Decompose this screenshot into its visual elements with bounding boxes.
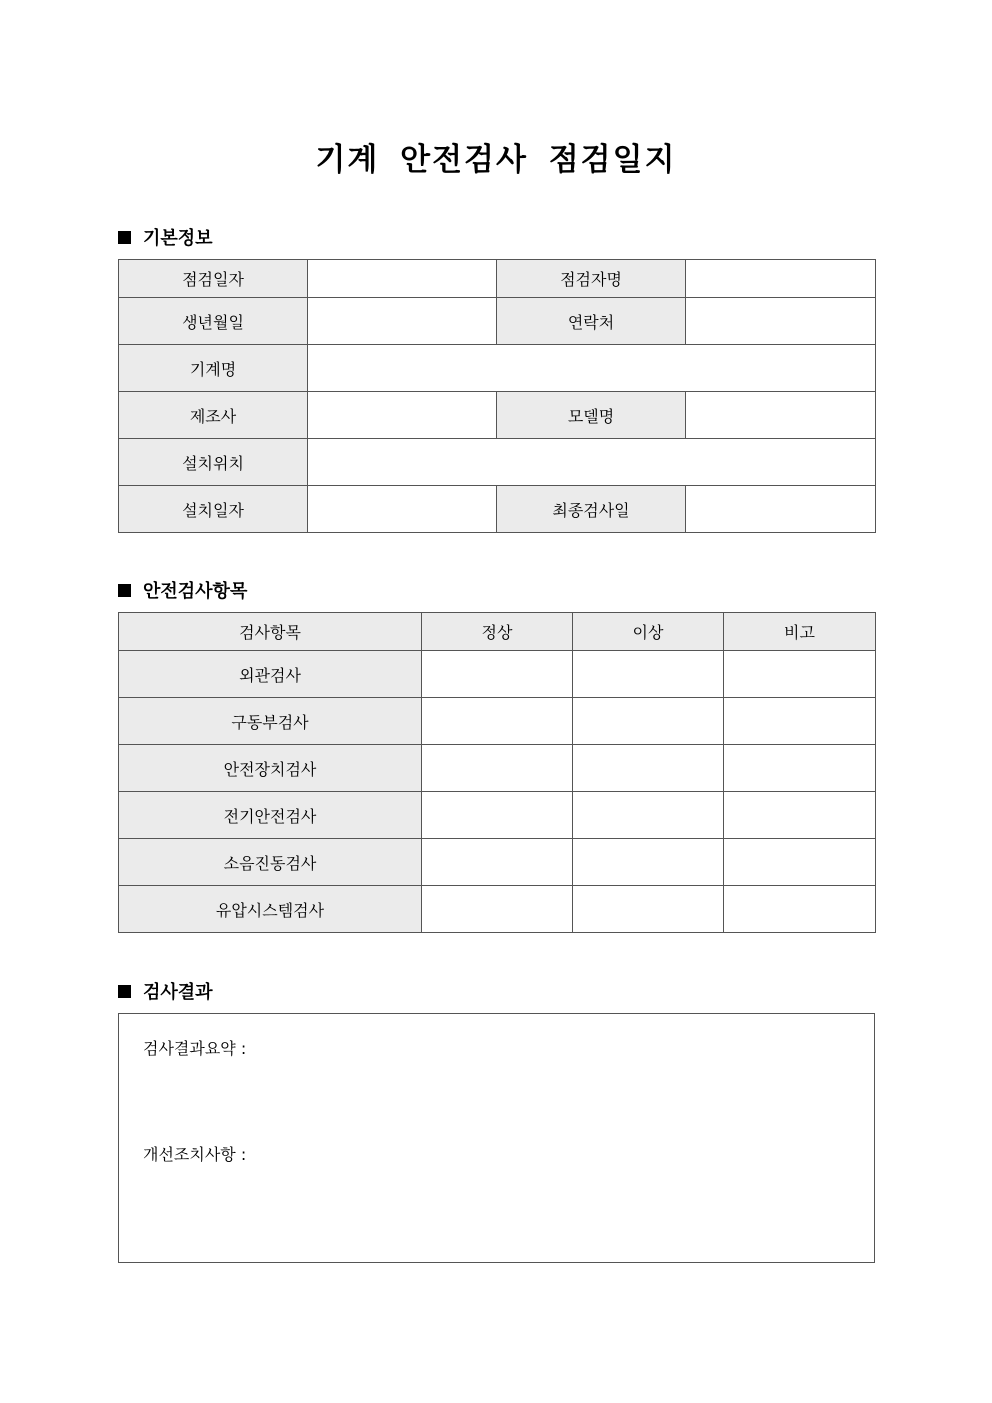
inspection-table: [118, 612, 876, 933]
birth-date-field[interactable]: [308, 298, 497, 345]
machine-name-field[interactable]: [308, 345, 876, 392]
install-date-field[interactable]: [308, 486, 497, 533]
table-row: [119, 886, 876, 933]
normal-cell[interactable]: [422, 792, 573, 839]
table-row: [119, 345, 876, 392]
square-bullet-icon: [118, 231, 131, 244]
result-summary-label: 검사결과요약 :: [143, 1039, 247, 1058]
section-heading-label: 기본정보: [143, 228, 213, 249]
table-row: [119, 698, 876, 745]
section-heading-label: 안전검사항목: [143, 581, 248, 602]
abnormal-cell[interactable]: [573, 886, 724, 933]
inspector-name-field[interactable]: [686, 260, 876, 298]
field-label: 점검자명: [497, 260, 686, 298]
square-bullet-icon: [118, 584, 131, 597]
last-inspection-date-field[interactable]: [686, 486, 876, 533]
abnormal-cell[interactable]: [573, 792, 724, 839]
model-name-field[interactable]: [686, 392, 876, 439]
item-label: 전기안전검사: [119, 792, 422, 839]
result-box[interactable]: [118, 1013, 875, 1263]
improvement-action-line: [143, 1142, 246, 1165]
abnormal-cell[interactable]: [573, 839, 724, 886]
table-row: [119, 260, 876, 298]
normal-cell[interactable]: [422, 698, 573, 745]
abnormal-cell[interactable]: [573, 745, 724, 792]
table-row: [119, 792, 876, 839]
normal-cell[interactable]: [422, 651, 573, 698]
field-label: 최종검사일: [497, 486, 686, 533]
section-heading-label: 검사결과: [143, 982, 213, 1003]
field-label: 연락처: [497, 298, 686, 345]
column-header: 이상: [573, 613, 724, 651]
abnormal-cell[interactable]: [573, 651, 724, 698]
column-header: 검사항목: [119, 613, 422, 651]
item-label: 안전장치검사: [119, 745, 422, 792]
note-cell[interactable]: [724, 745, 876, 792]
improvement-action-label: 개선조치사항 :: [143, 1145, 247, 1164]
field-label: 제조사: [119, 392, 308, 439]
field-label: 설치위치: [119, 439, 308, 486]
note-cell[interactable]: [724, 651, 876, 698]
item-label: 유압시스템검사: [119, 886, 422, 933]
result-summary-line: [143, 1036, 246, 1059]
table-row: [119, 392, 876, 439]
normal-cell[interactable]: [422, 745, 573, 792]
field-label: 설치일자: [119, 486, 308, 533]
install-location-field[interactable]: [308, 439, 876, 486]
field-label: 기계명: [119, 345, 308, 392]
field-label: 모델명: [497, 392, 686, 439]
section-heading-basic-info: [118, 224, 213, 250]
manufacturer-field[interactable]: [308, 392, 497, 439]
table-row: [119, 839, 876, 886]
item-label: 구동부검사: [119, 698, 422, 745]
contact-field[interactable]: [686, 298, 876, 345]
table-row: [119, 651, 876, 698]
normal-cell[interactable]: [422, 839, 573, 886]
section-heading-inspection: [118, 577, 247, 603]
item-label: 소음진동검사: [119, 839, 422, 886]
abnormal-cell[interactable]: [573, 698, 724, 745]
column-header: 정상: [422, 613, 573, 651]
square-bullet-icon: [118, 985, 131, 998]
field-label: 점검일자: [119, 260, 308, 298]
table-row: [119, 298, 876, 345]
normal-cell[interactable]: [422, 886, 573, 933]
table-row: [119, 486, 876, 533]
basic-info-table: [118, 259, 876, 533]
section-heading-result: [118, 978, 213, 1004]
column-header: 비고: [724, 613, 876, 651]
field-label: 생년월일: [119, 298, 308, 345]
note-cell[interactable]: [724, 792, 876, 839]
table-row: [119, 745, 876, 792]
note-cell[interactable]: [724, 839, 876, 886]
table-header-row: [119, 613, 876, 651]
table-row: [119, 439, 876, 486]
note-cell[interactable]: [724, 698, 876, 745]
note-cell[interactable]: [724, 886, 876, 933]
inspection-date-field[interactable]: [308, 260, 497, 298]
page-title: 기계 안전검사 점검일지: [315, 142, 677, 178]
item-label: 외관검사: [119, 651, 422, 698]
